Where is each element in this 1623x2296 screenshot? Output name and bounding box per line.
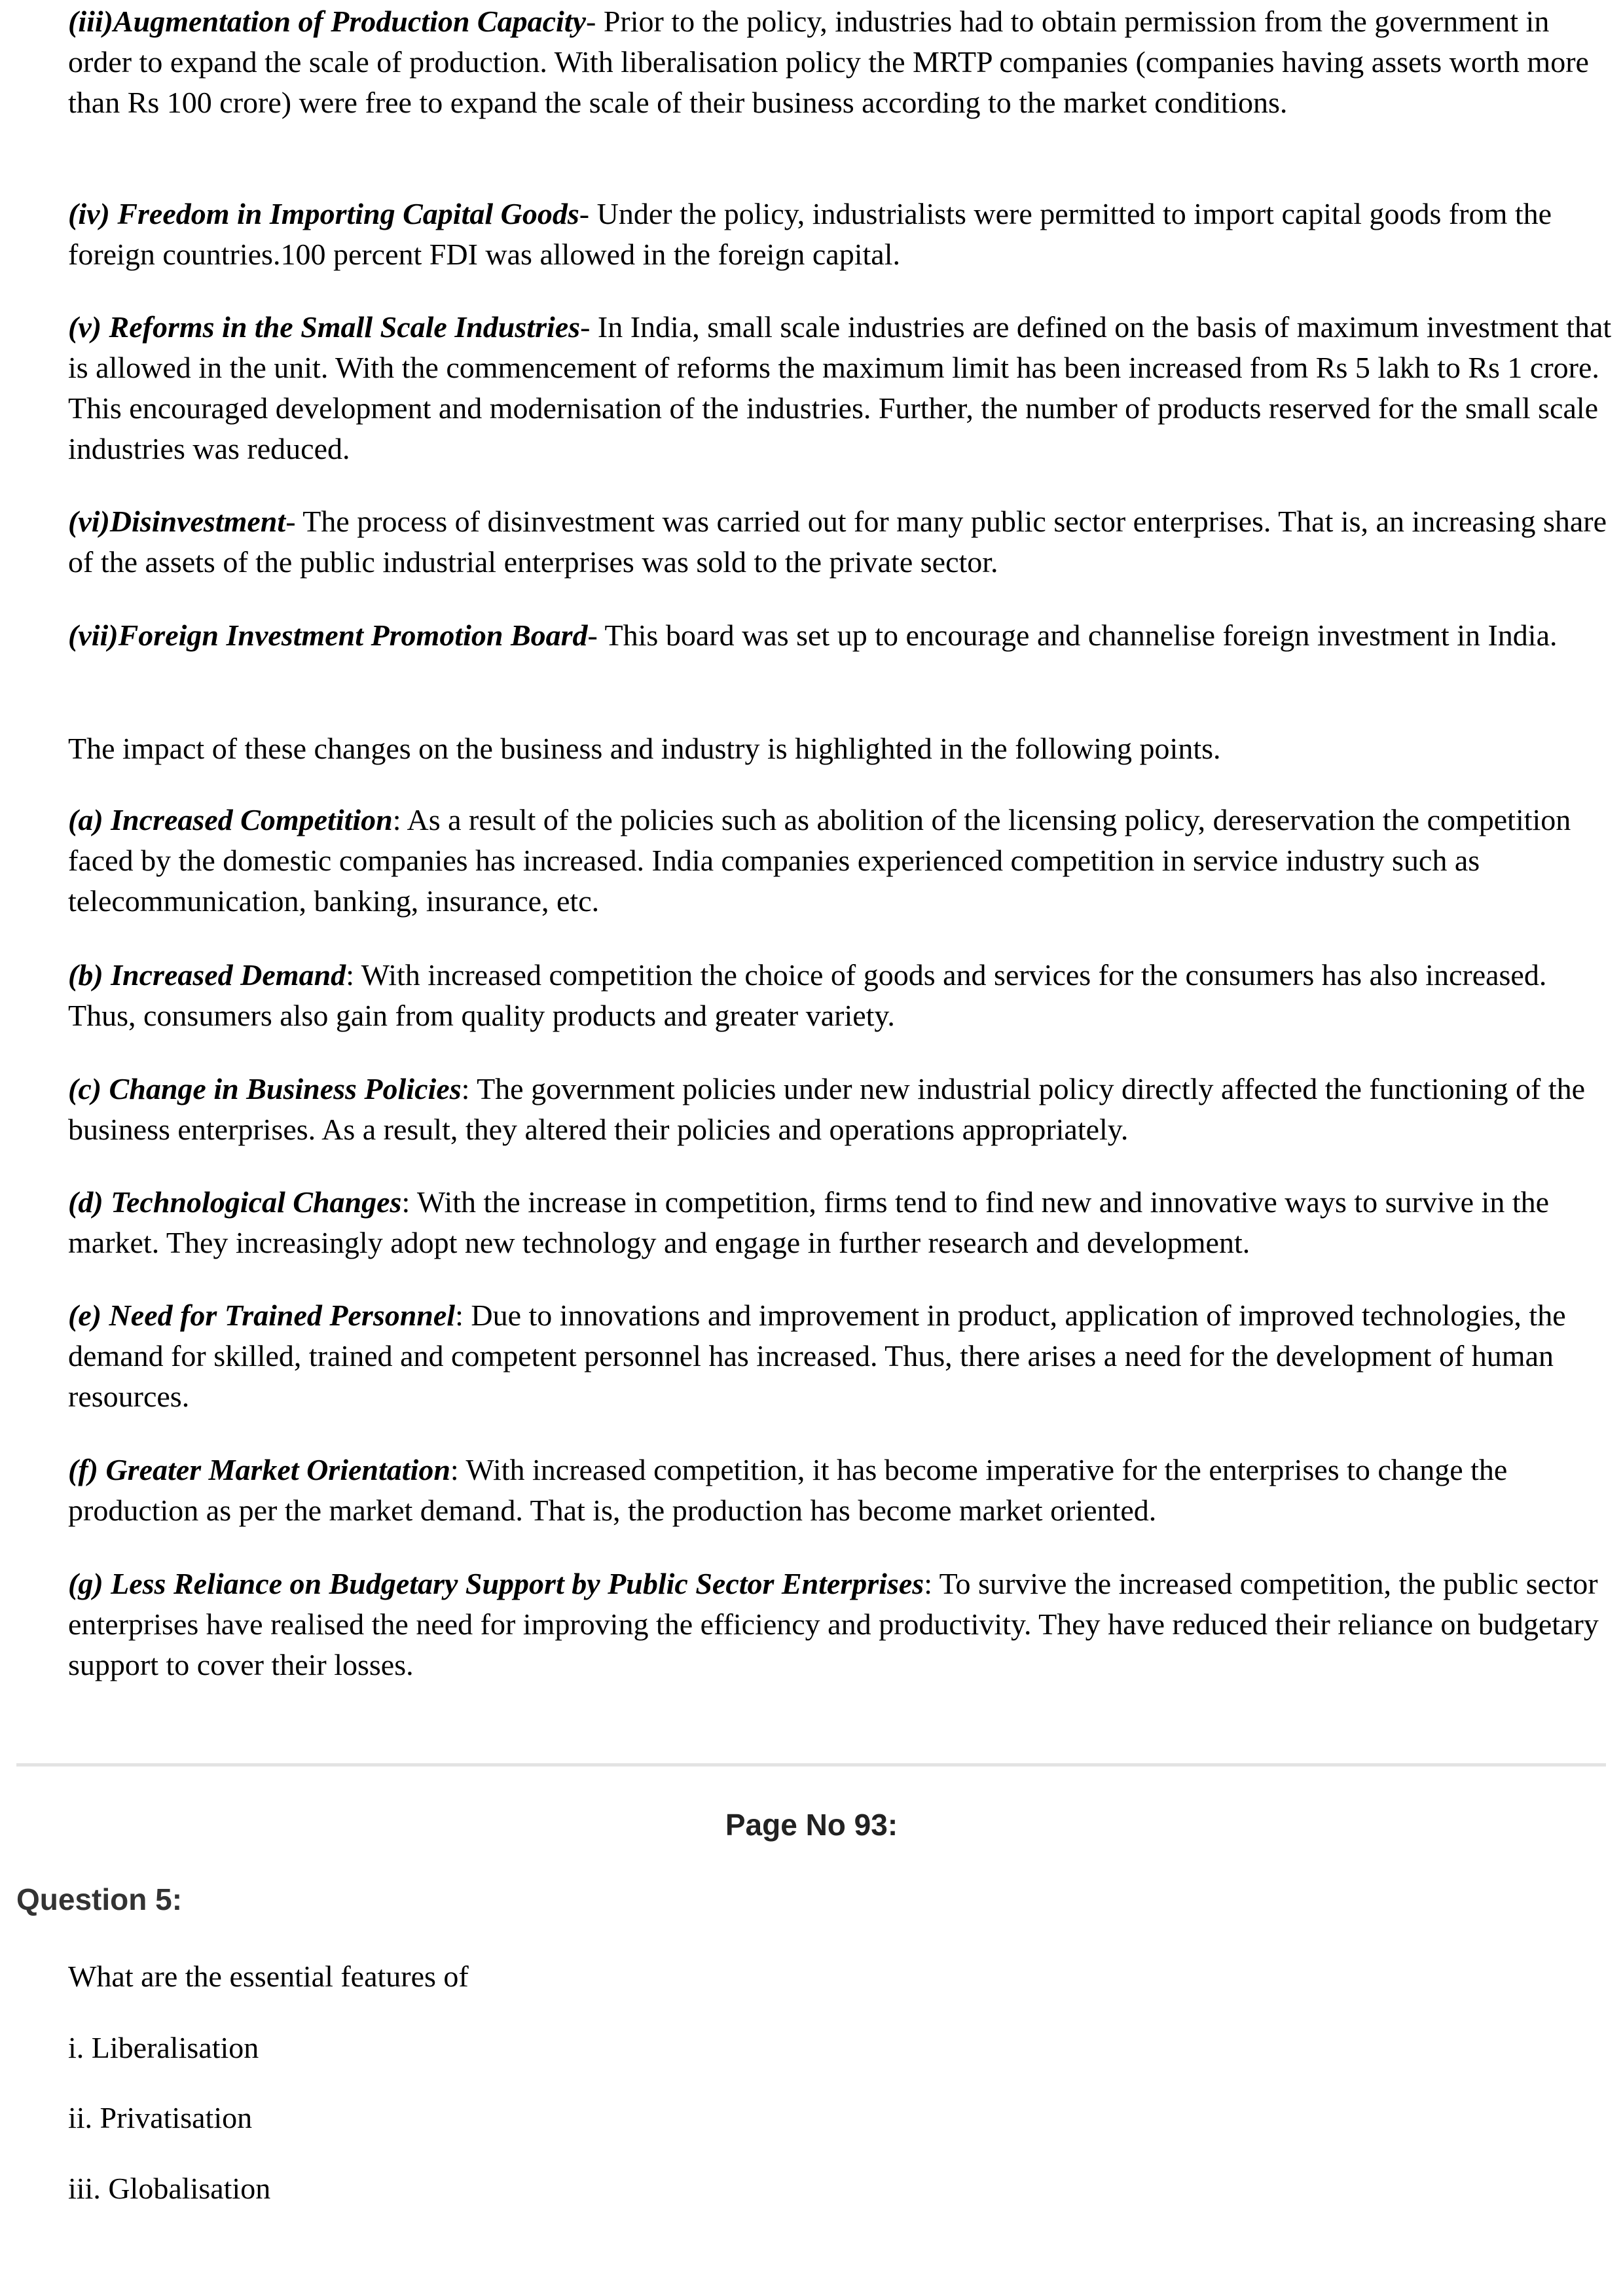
impact-business-policies: [68, 1069, 1613, 1150]
paragraph-text: In India, small scale industries are defined on the basis of maximum investment that is allowed in the unit. With the commencement of reforms the maximum limit has been increased from Rs 5 lakh to Rs 1 crore. This encouraged development and modernisation of the industries. Further, the number of products reserved for the small scale industries was reduced.: [68, 310, 1612, 465]
impact-budgetary-support: [68, 1564, 1613, 1685]
term-separator: :: [461, 1072, 477, 1105]
term-separator: -: [587, 619, 605, 652]
policy-measure-augmentation: [68, 1, 1613, 123]
question-title: Question 5:: [16, 1882, 183, 1916]
term-label: (iv) Freedom in Importing Capital Goods: [68, 197, 579, 230]
term-separator: -: [579, 197, 597, 230]
policy-measure-disinvestment: [68, 501, 1613, 583]
paragraph-text: Due to innovations and improvement in product, application of improved technologies, the demand for skilled, trained and competent personnel has increased. Thus, there arises a need for the development of human resources.: [68, 1299, 1566, 1413]
term-label: (v) Reforms in the Small Scale Industries: [68, 310, 581, 344]
term-label: (vii)Foreign Investment Promotion Board: [68, 619, 588, 652]
impact-intro: The impact of these changes on the business and industry is highlighted in the following points.: [68, 732, 1221, 765]
paragraph-text: With the increase in competition, firms tend to find new and innovative ways to survive in the market. They increasingly adopt new technology and engage in further research and development.: [68, 1185, 1550, 1259]
paragraph-text: With increased competition the choice of goods and services for the consumers has also increased. Thus, consumers also gain from quality products and greater variety.: [68, 958, 1547, 1032]
policy-measure-fipb: [68, 615, 1613, 656]
question-item-privatisation: ii. Privatisation: [68, 2101, 253, 2134]
term-label: (e) Need for Trained Personnel: [68, 1299, 456, 1332]
paragraph-text: The process of disinvestment was carried out for many public sector enterprises. That is, an increasing share of the assets of the public industrial enterprises was sold to the private sector.: [68, 505, 1607, 579]
term-label: (f) Greater Market Orientation: [68, 1453, 450, 1486]
term-label: (iii)Augmentation of Production Capacity: [68, 5, 586, 38]
page-number-heading: Page No 93:: [725, 1808, 898, 1842]
paragraph-text: With increased competition, it has become imperative for the enterprises to change the production as per the market demand. That is, the production has become market oriented.: [68, 1453, 1508, 1527]
impact-market-orientation: [68, 1450, 1613, 1531]
paragraph-text: Under the policy, industrialists were permitted to import capital goods from the foreign countries.100 percent FDI was allowed in the foreign capital.: [68, 197, 1552, 271]
section-divider: [16, 1763, 1606, 1767]
term-separator: :: [401, 1185, 417, 1219]
paragraph-text: This board was set up to encourage and channelise foreign investment in India.: [604, 619, 1558, 652]
term-separator: :: [392, 803, 407, 836]
term-separator: :: [346, 958, 361, 992]
paragraph-text: Prior to the policy, industries had to obtain permission from the government in order to expand the scale of production. With liberalisation policy the MRTP companies (companies having assets worth more than Rs 100 crore) were free to expand the scale of their business according to the market conditions.: [68, 5, 1589, 119]
term-label: (g) Less Reliance on Budgetary Support by Public Sector Enterprises: [68, 1567, 924, 1600]
policy-measure-capital-goods: [68, 194, 1613, 275]
term-separator: -: [285, 505, 303, 538]
policy-measure-small-scale-industries: [68, 307, 1613, 469]
impact-technological-changes: [68, 1182, 1613, 1263]
paragraph-text: The government policies under new industrial policy directly affected the functioning of the business enterprises. As a result, they altered their policies and operations appropriately.: [68, 1072, 1586, 1146]
question-prompt: What are the essential features of: [68, 1960, 469, 1993]
term-label: (c) Change in Business Policies: [68, 1072, 462, 1105]
impact-increased-competition: [68, 800, 1613, 922]
term-separator: :: [450, 1453, 466, 1486]
paragraph-text: As a result of the policies such as abolition of the licensing policy, dereservation the competition faced by the domestic companies has increased. India companies experienced competition in service industry such as telecommunication, banking, insurance, etc.: [68, 803, 1571, 918]
term-separator: -: [580, 310, 598, 344]
term-separator: :: [924, 1567, 939, 1600]
term-separator: :: [455, 1299, 471, 1332]
term-label: (b) Increased Demand: [68, 958, 346, 992]
impact-increased-demand: [68, 955, 1613, 1036]
impact-trained-personnel: [68, 1295, 1613, 1417]
question-item-globalisation: iii. Globalisation: [68, 2172, 271, 2205]
term-separator: -: [585, 5, 604, 38]
term-label: (vi)Disinvestment: [68, 505, 286, 538]
paragraph-text: To survive the increased competition, the public sector enterprises have realised the need for improving the efficiency and productivity. They have reduced their reliance on budgetary support to cover their losses.: [68, 1567, 1599, 1681]
term-label: (a) Increased Competition: [68, 803, 393, 836]
term-label: (d) Technological Changes: [68, 1185, 402, 1219]
question-item-liberalisation: i. Liberalisation: [68, 2031, 259, 2064]
